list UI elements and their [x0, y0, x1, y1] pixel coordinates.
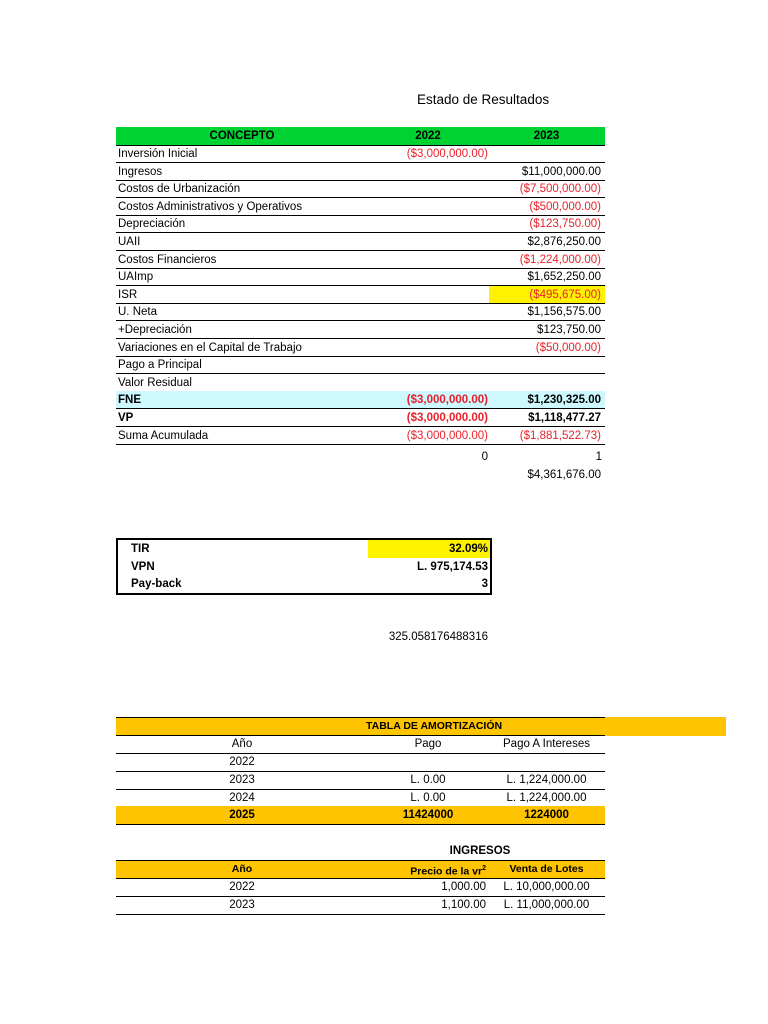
- ingresos-col-price-text: Precio de la vr: [410, 865, 483, 878]
- ingresos-cell-sales: L. 10,000,000.00: [503, 881, 590, 893]
- statement-row-2023: $123,750.00: [537, 324, 601, 336]
- ingresos-cell-sales: L. 11,000,000.00: [503, 899, 590, 911]
- ingresos-header-row: [116, 860, 605, 878]
- amort-cell-interest: L. 1,224,000.00: [506, 774, 587, 786]
- statement-row-2023: ($1,881,522.73): [519, 430, 601, 442]
- statement-row-label: Costos Financieros: [118, 254, 217, 266]
- statement-row-2023: ($7,500,000.00): [519, 183, 601, 195]
- statement-row-label: Ingresos: [118, 166, 163, 178]
- header-concept: CONCEPTO: [209, 130, 275, 142]
- statement-row-2023: $1,230,325.00: [527, 394, 601, 406]
- amortization-total-row: [116, 806, 605, 824]
- amort-total-payment: 11424000: [402, 809, 454, 821]
- amort-col-payment: Pago: [414, 738, 442, 750]
- ingresos-cell-price: 1,100.00: [441, 899, 486, 911]
- statement-row-label: Costos Administrativos y Operativos: [118, 201, 303, 213]
- statement-header-row: [116, 127, 605, 145]
- amort-cell-interest: L. 1,224,000.00: [506, 792, 587, 804]
- amort-cell-payment: L. 0.00: [410, 792, 446, 804]
- amortization-title: TABLA DE AMORTIZACIÓN: [366, 720, 503, 732]
- statement-row-label: Costos de Urbanización: [118, 183, 241, 195]
- ingresos-title: INGRESOS: [449, 845, 511, 857]
- ingresos-col-price-sup: 2: [482, 865, 486, 872]
- amort-cell-year: 2023: [229, 774, 255, 786]
- statement-row-label: ISR: [118, 289, 138, 301]
- ingresos-col-sales: Venta de Lotes: [509, 863, 584, 875]
- amort-col-interest: Pago A Intereses: [503, 738, 590, 750]
- statement-row-2022: ($3,000,000.00): [406, 412, 488, 424]
- amort-cell-year: 2022: [229, 756, 255, 768]
- indicators-box: [116, 538, 492, 595]
- statement-row-label: +Depreciación: [118, 324, 192, 336]
- statement-row-2022: ($3,000,000.00): [406, 430, 488, 442]
- statement-row-2023: $1,652,250.00: [527, 271, 601, 283]
- period-2022: 0: [481, 451, 488, 463]
- amort-total-interest: 1224000: [524, 809, 569, 821]
- statement-row-label: Variaciones en el Capital de Trabajo: [118, 342, 302, 354]
- row-divider: [116, 914, 605, 915]
- ingresos-cell-year: 2022: [229, 881, 255, 893]
- statement-row-label: Depreciación: [118, 218, 186, 230]
- header-2023: 2023: [533, 130, 560, 142]
- amort-cell-year: 2024: [229, 792, 255, 804]
- period-2023: 1: [595, 451, 602, 463]
- payback-label: Pay-back: [131, 578, 182, 590]
- row-divider: [116, 444, 605, 445]
- statement-row-2023: ($500,000.00): [529, 201, 601, 213]
- extra-total-value: $4,361,676.00: [527, 469, 601, 481]
- statement-row-2023: ($495,675.00): [529, 289, 601, 301]
- vpn-value: L. 975,174.53: [417, 561, 488, 573]
- statement-row-2023: ($1,224,000.00): [519, 254, 601, 266]
- statement-row-2023: $1,118,477.27: [528, 412, 601, 424]
- statement-row-2023: $1,156,575.00: [527, 306, 601, 318]
- statement-row-label: FNE: [118, 394, 141, 406]
- statement-row-label: UAII: [118, 236, 141, 248]
- statement-title: Estado de Resultados: [417, 92, 550, 107]
- statement-row-label: UAImp: [118, 271, 154, 283]
- statement-row-label: U. Neta: [118, 306, 157, 318]
- statement-row-2022: ($3,000,000.00): [406, 148, 488, 160]
- statement-row-label: Pago a Principal: [118, 359, 202, 371]
- amort-col-year: Año: [231, 738, 253, 750]
- vpn-label: VPN: [131, 561, 155, 573]
- statement-row-label: Valor Residual: [118, 377, 192, 389]
- amort-total-year: 2025: [229, 809, 255, 821]
- tir-value: 32.09%: [448, 543, 488, 555]
- ingresos-col-year: Año: [231, 863, 253, 875]
- ingresos-cell-price: 1,000.00: [441, 881, 486, 893]
- loose-number: 325.058176488316: [388, 631, 488, 643]
- statement-row-label: Inversión Inicial: [118, 148, 198, 160]
- statement-row-label: VP: [118, 412, 134, 424]
- statement-row-2023: ($123,750.00): [529, 218, 601, 230]
- payback-value: 3: [481, 578, 488, 590]
- statement-row-2023: $11,000,000.00: [521, 166, 601, 178]
- header-2022: 2022: [415, 130, 441, 142]
- statement-row-2023: ($50,000.00): [535, 342, 601, 354]
- statement-row-2023: $2,876,250.00: [527, 236, 601, 248]
- tir-label: TIR: [131, 543, 150, 555]
- statement-row-2022: ($3,000,000.00): [406, 394, 488, 406]
- statement-row-label: Suma Acumulada: [118, 430, 209, 442]
- ingresos-cell-year: 2023: [229, 899, 255, 911]
- amort-cell-payment: L. 0.00: [410, 774, 446, 786]
